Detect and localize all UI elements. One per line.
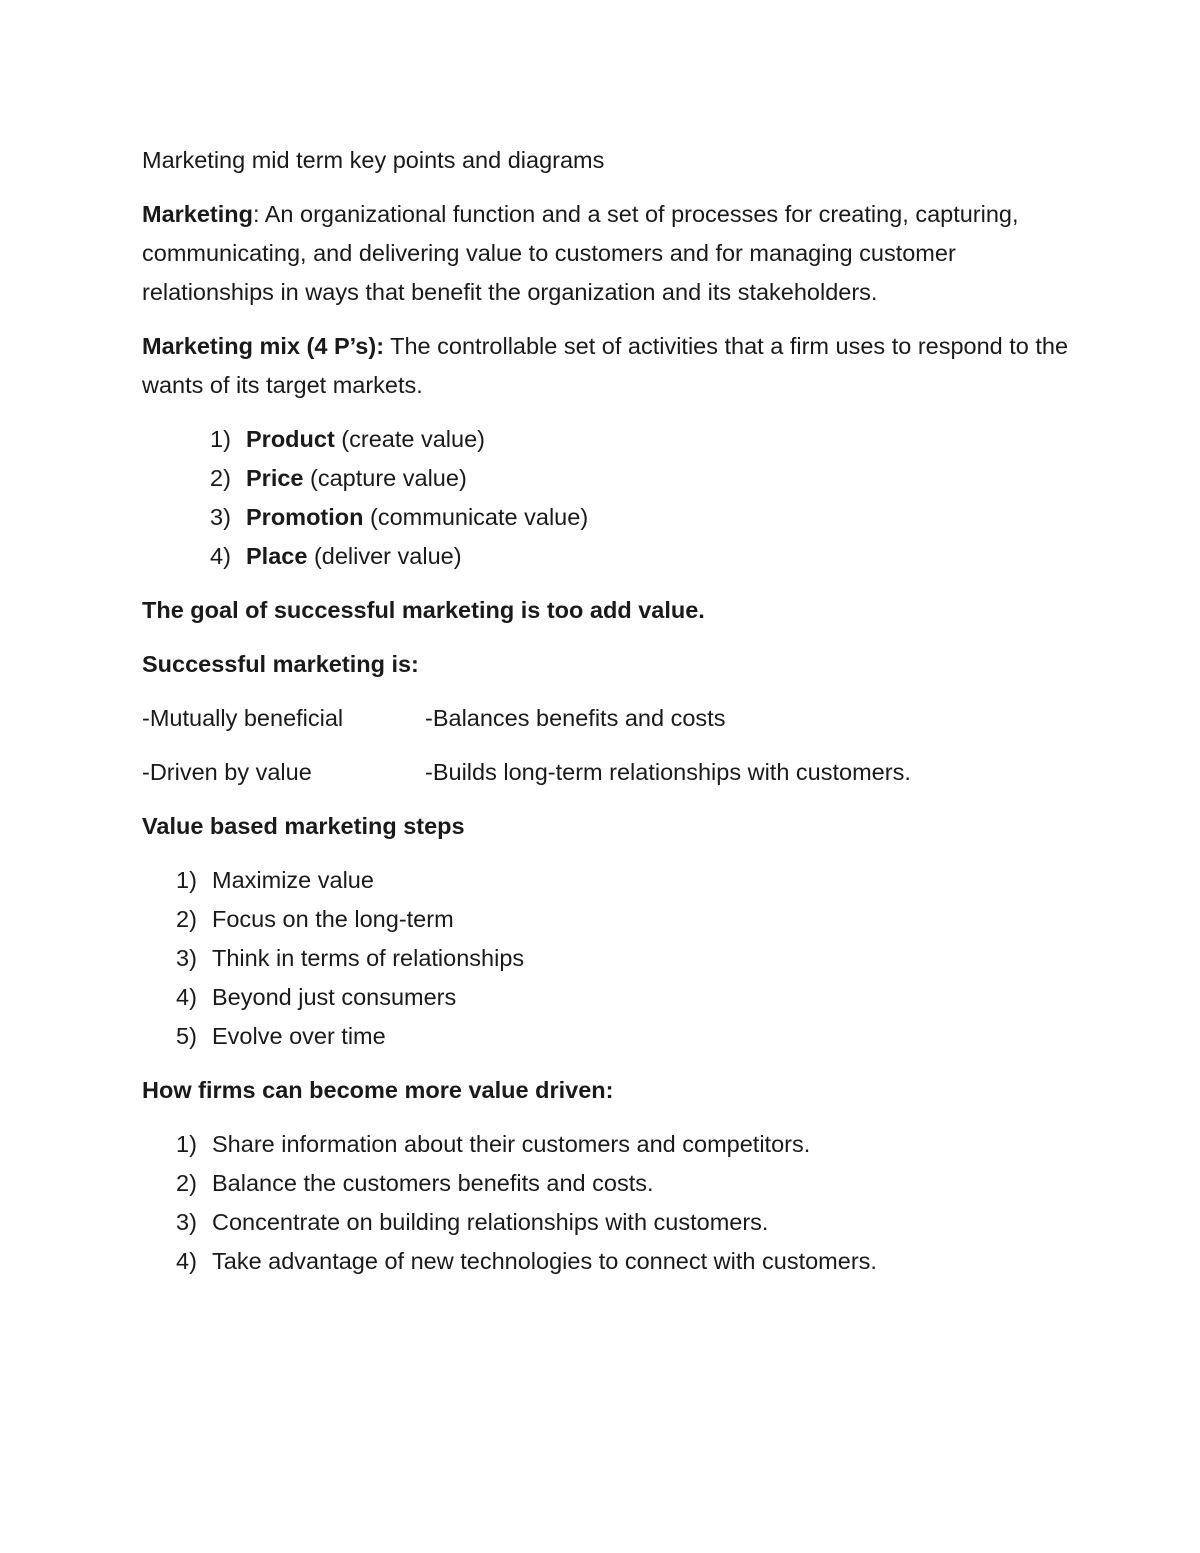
list-item <box>142 939 1082 978</box>
p-description: (communicate value) <box>363 504 589 530</box>
list-item <box>142 1164 1082 1203</box>
marketing-term: Marketing <box>142 201 253 227</box>
list-item <box>142 420 1082 459</box>
successful-row <box>142 699 1082 738</box>
p-description: (capture value) <box>303 465 467 491</box>
list-item <box>142 861 1082 900</box>
list-item <box>142 459 1082 498</box>
list-text: Evolve over time <box>212 1023 386 1049</box>
list-number: 1) <box>176 867 197 893</box>
value-driven-heading-text: How firms can become more value driven: <box>142 1077 614 1103</box>
value-steps-heading-text: Value based marketing steps <box>142 813 465 839</box>
list-number: 2) <box>210 465 231 491</box>
value-driven-heading <box>142 1071 1082 1110</box>
successful-row <box>142 753 1082 792</box>
value-driven-list <box>142 1125 1082 1281</box>
list-number: 1) <box>176 1131 197 1157</box>
successful-trait: -Mutually beneficial <box>142 705 344 731</box>
list-text: Take advantage of new technologies to connect with customers. <box>212 1248 877 1274</box>
list-text: Think in terms of relationships <box>212 945 525 971</box>
list-item <box>142 1017 1082 1056</box>
list-item <box>142 1125 1082 1164</box>
list-item <box>142 1242 1082 1281</box>
marketing-mix-definition <box>142 327 1082 405</box>
p-name: Promotion <box>246 504 364 530</box>
list-text: Maximize value <box>212 867 374 893</box>
list-item <box>142 900 1082 939</box>
document-body <box>142 141 1082 1281</box>
list-text: Focus on the long-term <box>212 906 454 932</box>
p-name: Product <box>246 426 335 452</box>
list-text: Share information about their customers and competitors. <box>212 1131 811 1157</box>
list-number: 4) <box>176 984 197 1010</box>
list-number: 2) <box>176 1170 197 1196</box>
list-text: Balance the customers benefits and costs. <box>212 1170 654 1196</box>
successful-heading-text: Successful marketing is: <box>142 651 419 677</box>
list-item <box>142 1203 1082 1242</box>
goal-statement-text: The goal of successful marketing is too add value. <box>142 597 705 623</box>
list-item <box>142 537 1082 576</box>
list-number: 2) <box>176 906 197 932</box>
list-text: Beyond just consumers <box>212 984 457 1010</box>
value-steps-list <box>142 861 1082 1056</box>
list-item <box>142 498 1082 537</box>
successful-trait: -Builds long-term relationships with customers. <box>425 759 911 785</box>
value-steps-heading <box>142 807 1082 846</box>
list-number: 4) <box>210 543 231 569</box>
list-text: Concentrate on building relationships with customers. <box>212 1209 769 1235</box>
list-number: 1) <box>210 426 231 452</box>
p-description: (create value) <box>334 426 485 452</box>
list-number: 3) <box>176 945 197 971</box>
list-number: 3) <box>210 504 231 530</box>
successful-trait: -Balances benefits and costs <box>425 705 726 731</box>
marketing-definition-text: : An organizational function and a set of processes for creating, capturing, communicating, and delivering value to customers and for managing customer relationships in ways that benefit the organization and its stakeholders. <box>142 201 1019 305</box>
document-title: Marketing mid term key points and diagrams <box>142 147 605 173</box>
successful-trait: -Driven by value <box>142 759 312 785</box>
goal-statement <box>142 591 1082 630</box>
list-number: 3) <box>176 1209 197 1235</box>
four-ps-list <box>142 420 1082 576</box>
marketing-definition <box>142 195 1082 312</box>
p-name: Price <box>246 465 304 491</box>
list-number: 4) <box>176 1248 197 1274</box>
p-name: Place <box>246 543 308 569</box>
list-item <box>142 978 1082 1017</box>
successful-heading <box>142 645 1082 684</box>
marketing-mix-definition-text: The controllable set of activities that a firm uses to respond to the wants of its target markets. <box>142 333 1069 398</box>
p-description: (deliver value) <box>307 543 462 569</box>
marketing-mix-term: Marketing mix (4 P’s): <box>142 333 385 359</box>
list-number: 5) <box>176 1023 197 1049</box>
